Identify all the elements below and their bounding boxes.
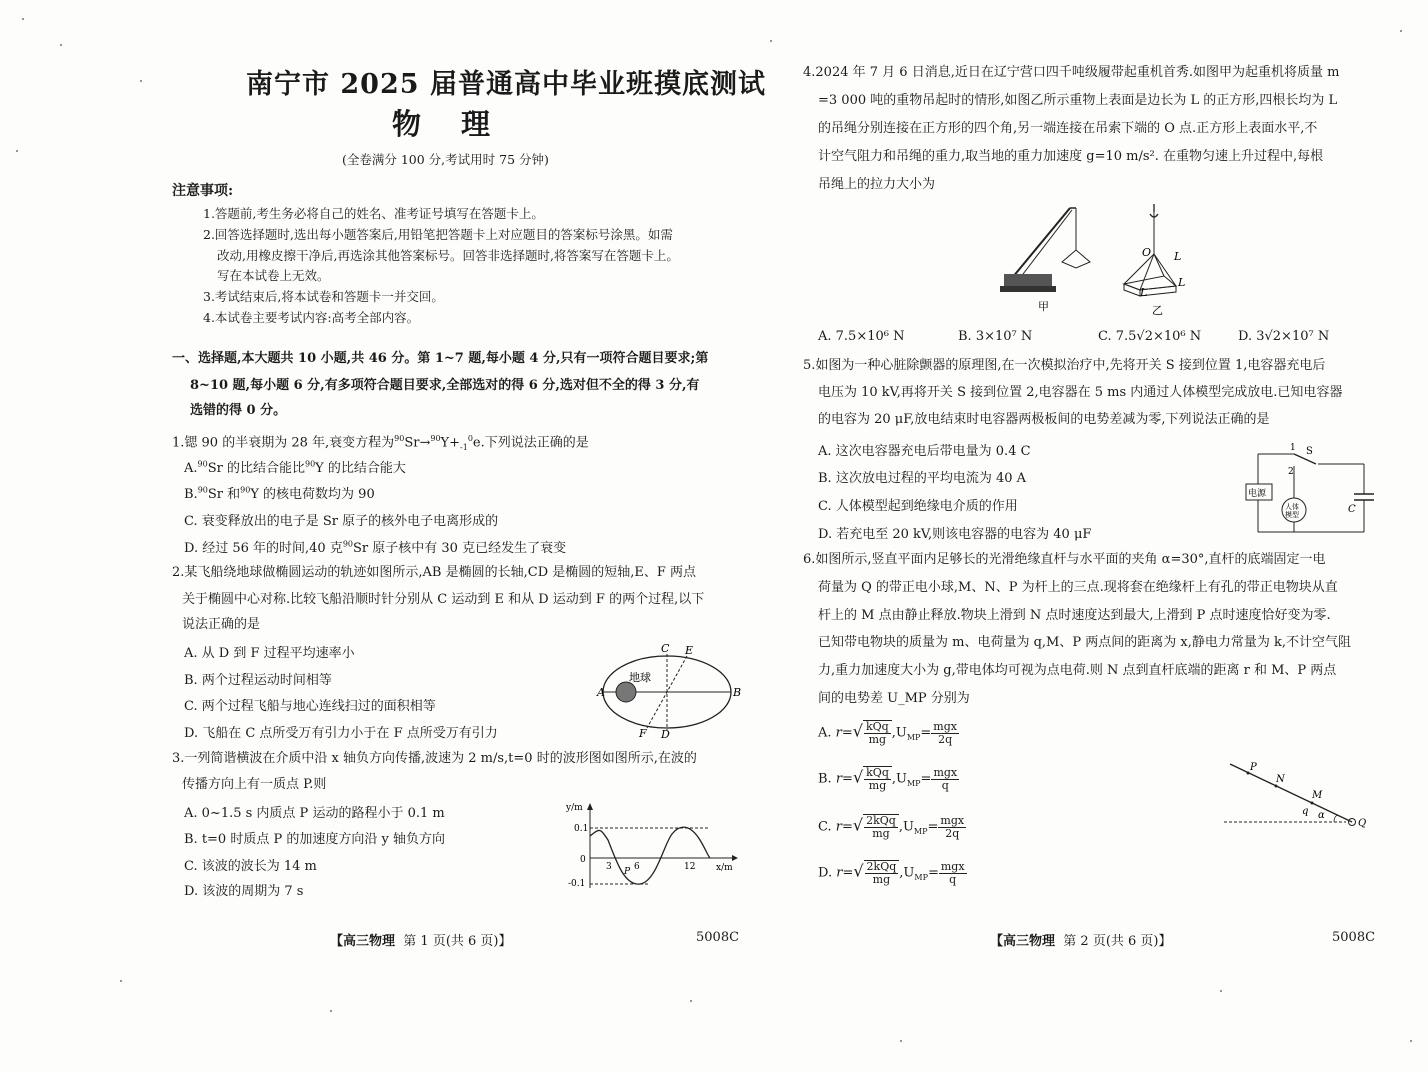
q6-option-d[interactable]: D. r=√ $\frac{\text{2kQq}}{mg}$ $,U_{MP}=$ $\frac{\text{mgx}}{q}$ [818, 859, 965, 886]
label-o: O [1142, 246, 1152, 259]
power-source-label: 电源 [1248, 489, 1267, 499]
point-n: N [1276, 774, 1285, 785]
q1-option-c[interactable]: C. 衰变释放出的电子是 Sr 原子的核外电子电离形成的 [184, 514, 499, 529]
q6-stem: 6.如图所示,竖直平面内足够长的光滑绝缘直杆与水平面的夹角 α=30°,直杆的底端固定一电 [803, 552, 1326, 567]
footer-right: 【高三物理 第 2 页(共 6 页)】 [990, 934, 1172, 949]
q4-stem: 计空气阻力和吊绳的重力,取当地的重力加速度 g=10 m/s². 在重物匀速上升过程中,每根 [818, 149, 1324, 164]
x-tick: 12 [684, 862, 696, 872]
body-model-label: 模型 [1285, 511, 1299, 519]
q6-stem: 力,重力加速度大小为 g,带电体均可视为点电荷.则 N 点到直杆底端的距离 r 和 M、P 两点 [818, 663, 1337, 678]
label-p2: 2 [1288, 467, 1294, 477]
subject-title: 物理 [392, 107, 531, 141]
q2-option-a[interactable]: A. 从 D 到 F 过程平均速率小 [184, 646, 355, 661]
q3-stem: 3.一列简谐横波在介质中沿 x 轴负方向传播,波速为 2 m/s,t=0 时的波形图如图所示,在波的 [172, 751, 697, 766]
q4-stem: 的吊绳分别连接在正方形的四个角,另一端连接在吊索下端的 O 点.正方形上表面水平,不 [818, 121, 1318, 136]
page-code-left: 5008C [696, 930, 740, 945]
q3-option-a[interactable]: A. 0~1.5 s 内质点 P 运动的路程小于 0.1 m [184, 806, 445, 821]
q6-option-c[interactable]: C. r=√ $\frac{\text{2kQq}}{mg}$ $,U_{MP}=$ $\frac{\text{mgx}}{2q}$ [818, 813, 965, 840]
q2-option-d[interactable]: D. 飞船在 C 点所受万有引力小于在 F 点所受万有引力 [184, 726, 498, 741]
q3-stem: 传播方向上有一质点 P.则 [182, 777, 327, 792]
crane-boom [1012, 208, 1070, 278]
x-tick: 3 [606, 862, 612, 872]
q5-option-d[interactable]: D. 若充电至 20 kV,则该电容器的电容为 40 μF [818, 527, 1092, 542]
load-square [1124, 276, 1176, 290]
page-code-right: 5008C [1332, 930, 1376, 945]
section-heading: 8~10 题,每小题 6 分,有多项符合题目要求,全部选对的得 6 分,选对但不全的得 3 分,有 [190, 378, 700, 393]
point-c: C [661, 642, 670, 655]
y-tick-bottom: -0.1 [568, 879, 586, 889]
notice-item: 2.回答选择题时,选出每小题答案后,用铅笔把答题卡上对应题目的答案标号涂黑。如需 [203, 227, 673, 242]
notice-item: 4.本试卷主要考试内容:高考全部内容。 [203, 310, 420, 325]
wave-figure [560, 800, 740, 892]
label-s: S [1306, 446, 1313, 457]
q5-stem: 电压为 10 kV,再将开关 S 接到位置 2,电容器在 5 ms 内通过人体模型完成放电.已知电容器 [818, 385, 1343, 400]
q1-stem: 1.锶 90 的半衰期为 28 年,衰变方程为$^{90}Sr\to^{90}Y+_{-1}^0e$.下列说法正确的是 [172, 434, 589, 452]
notice-item: 3.考试结束后,将本试卷和答题卡一并交回。 [203, 289, 444, 304]
point-p: P [1250, 762, 1257, 773]
q2-option-b[interactable]: B. 两个过程运动时间相等 [184, 673, 332, 688]
notice-item: 1.答题前,考生务必将自己的姓名、准考证号填写在答题卡上。 [203, 206, 544, 221]
circuit-figure [1236, 440, 1376, 540]
q6-stem: 荷量为 Q 的带正电小球,M、N、P 为杆上的三点.现将套在绝缘杆上有孔的带正电物块从直 [818, 580, 1338, 595]
q6-option-a[interactable]: A. r=√ $\frac{\text{kQq}}{mg}$ $,U_{MP}=$ $\frac{\text{mgx}}{2q}$ [818, 719, 957, 746]
load-icon [1062, 250, 1090, 268]
point-b: B [733, 686, 742, 699]
wave-curve [590, 827, 710, 884]
q6-stem: 已知带电物块的质量为 m、电荷量为 q,M、P 两点间的距离为 x,静电力常量为 k,不计空气阻 [818, 635, 1351, 650]
origin-label: 0 [580, 855, 586, 865]
q5-option-c[interactable]: C. 人体模型起到绝缘电介质的作用 [818, 499, 1018, 514]
q1-option-b[interactable]: B.$^{90}$Sr 和$^{90}$Y 的核电荷数均为 90 [184, 485, 375, 502]
x-axis-label: x/m [716, 863, 733, 873]
q5-option-b[interactable]: B. 这次放电过程的平均电流为 40 A [818, 471, 1027, 486]
point-p: P [624, 867, 631, 877]
label-alpha: α [1318, 810, 1325, 821]
q4-option-a[interactable]: A. 7.5×10⁶ N [818, 329, 905, 344]
q3-option-b[interactable]: B. t=0 时质点 P 的加速度方向沿 y 轴负方向 [184, 832, 445, 847]
label-c: C [1348, 504, 1356, 515]
q2-option-c[interactable]: C. 两个过程飞船与地心连线扫过的面积相等 [184, 699, 436, 714]
q4-option-c[interactable]: C. 7.5√2×10⁶ N [1098, 329, 1202, 344]
q6-stem: 杆上的 M 点由静止释放.物块上滑到 N 点时速度达到最大,上滑到 P 点时速度恰好变为零. [818, 608, 1331, 623]
y-axis-label: y/m [566, 803, 583, 813]
label-yi: 乙 [1152, 304, 1163, 317]
q3-option-d[interactable]: D. 该波的周期为 7 s [184, 884, 304, 899]
q4-option-d[interactable]: D. 3√2×10⁷ N [1238, 329, 1330, 344]
q2-stem: 关于椭圆中心对称.比较飞船沿顺时针分别从 C 运动到 E 和从 D 运动到 F 的两个过程,以下 [182, 592, 705, 607]
q6-stem: 间的电势差 U_MP 分别为 [818, 691, 970, 706]
crane-base [1004, 274, 1052, 288]
point-e: E [685, 644, 694, 657]
footer-left: 【高三物理 第 1 页(共 6 页)】 [330, 934, 512, 949]
q1-option-d[interactable]: D. 经过 56 年的时间,40 克$^{90}$Sr 原子核中有 30 克已经发生了衰变 [184, 539, 567, 556]
point-f: F [639, 727, 647, 740]
label-jia: 甲 [1038, 300, 1049, 313]
q4-stem: 4.2024 年 7 月 6 日消息,近日在辽宁营口四千吨级履带起重机首秀.如图甲为起重机将质量 m [803, 65, 1340, 80]
q4-stem: =3 000 吨的重物吊起时的情形,如图乙所示重物上表面是边长为 L 的正方形,四根长均为 L [818, 93, 1338, 108]
earth-icon [616, 682, 636, 702]
rod-figure [1220, 760, 1370, 835]
label-l: L [1174, 250, 1182, 263]
section-heading: 选错的得 0 分。 [190, 403, 287, 418]
q4-stem: 吊绳上的拉力大小为 [818, 177, 936, 192]
q4-option-b[interactable]: B. 3×10⁷ N [958, 329, 1033, 344]
q1-option-a[interactable]: A.$^{90}$Sr 的比结合能比$^{90}$Y 的比结合能大 [184, 459, 406, 476]
notice-item: 改动,用橡皮擦干净后,再选涂其他答案标号。回答非选择题时,将答案写在答题卡上。 [217, 248, 679, 263]
notice-item: 写在本试卷上无效。 [217, 268, 330, 283]
earth-label: 地球 [629, 671, 651, 684]
body-model-label: 人体 [1285, 503, 1299, 511]
q2-stem: 2.某飞船绕地球做椭圆运动的轨迹如图所示,AB 是椭圆的长轴,CD 是椭圆的短轴,E、F 两点 [172, 565, 697, 580]
label-l: L [1140, 286, 1148, 299]
orbit-figure [595, 640, 745, 740]
y-tick-top: 0.1 [574, 824, 589, 834]
point-d: D [661, 728, 670, 740]
label-l: L [1178, 276, 1186, 289]
q5-stem: 的电容为 20 μF,放电结束时电容器两极板间的电势差减为零,下列说法正确的是 [818, 412, 1270, 427]
point-a: A [597, 686, 605, 699]
q5-stem: 5.如图为一种心脏除颤器的原理图,在一次模拟治疗中,先将开关 S 接到位置 1,电容器充电后 [803, 358, 1326, 373]
exam-note: (全卷满分 100 分,考试用时 75 分钟) [342, 152, 549, 167]
label-big-q: Q [1358, 818, 1367, 829]
x-tick: 6 [634, 862, 640, 872]
notice-heading: 注意事项: [172, 183, 234, 199]
section-heading: 一、选择题,本大题共 10 小题,共 46 分。第 1~7 题,每小题 4 分,只有一项符合题目要求;第 [172, 351, 709, 366]
point-m: M [1312, 790, 1323, 801]
q6-option-b[interactable]: B. r=√ $\frac{\text{kQq}}{mg}$ $,U_{MP}=$ $\frac{\text{mgx}}{q}$ [818, 765, 958, 792]
q3-option-c[interactable]: C. 该波的波长为 14 m [184, 859, 317, 874]
crane-figure [990, 200, 1230, 320]
label-p1: 1 [1290, 443, 1296, 453]
q2-stem: 说法正确的是 [182, 617, 261, 632]
exam-title: 南宁市 2025 届普通高中毕业班摸底测试 [246, 69, 766, 100]
q5-option-a[interactable]: A. 这次电容器充电后带电量为 0.4 C [818, 444, 1031, 459]
label-q: q [1302, 806, 1309, 817]
